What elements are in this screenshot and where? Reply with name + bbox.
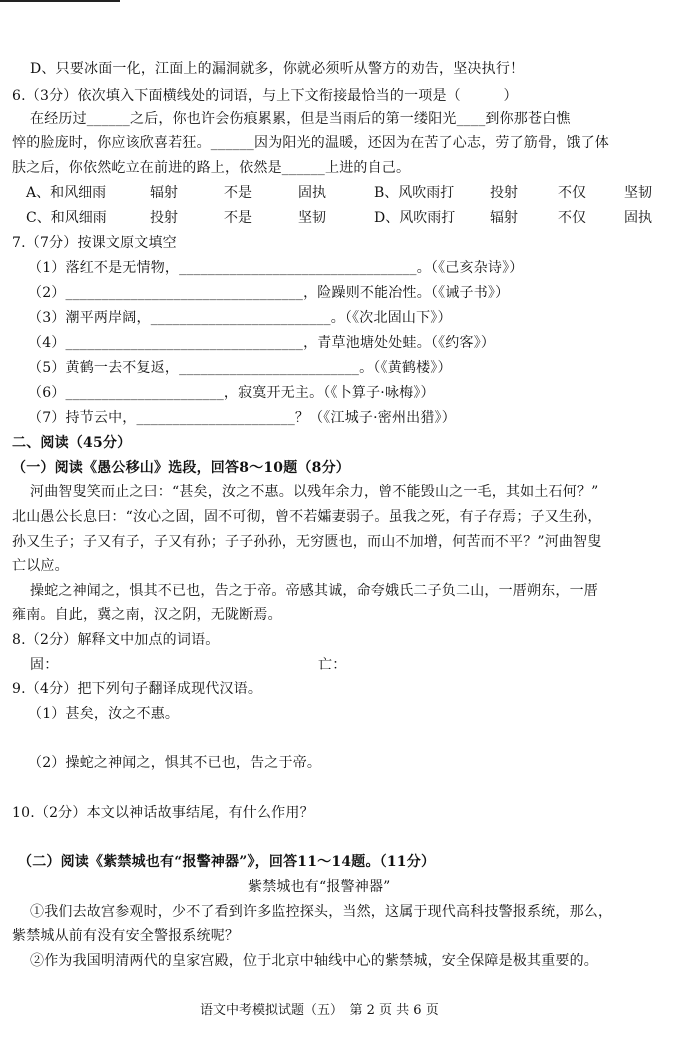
passage-line-4: 亡以应。 bbox=[12, 558, 69, 574]
q9-item-1: （1）甚矣，汝之不惠。 bbox=[28, 706, 180, 722]
option-d-2: 辐射 bbox=[490, 210, 518, 226]
option-c-4: 坚韧 bbox=[298, 210, 326, 226]
q8-word-wang: 亡： bbox=[318, 657, 347, 673]
article-line-3: ②作为我国明清两代的皇家宫殿，位于北京中轴线中心的紫禁城，安全保障是极其重要的。 bbox=[30, 953, 598, 969]
q7-item-3: （3）潮平两岸阔，_________________________。（《次北固山下》） bbox=[28, 310, 452, 326]
q7-stem: 7.（7分）按课文原文填空 bbox=[12, 235, 177, 251]
q7-item-7: （7）持节云中，______________________？（《江城子·密州出猎》） bbox=[28, 410, 456, 426]
option-b-3: 不仅 bbox=[558, 185, 586, 201]
q6-stem: 6.（3分）依次填入下面横线处的词语，与上下文衔接最恰当的一项是（ ） bbox=[12, 88, 518, 104]
q5-option-d: D、只要冰面一化，江面上的漏洞就多，你就必须听从警方的劝告，坚决执行！ bbox=[30, 61, 525, 77]
option-b-1: B、风吹雨打 bbox=[374, 185, 455, 201]
q6-passage-2: 悴的脸庞时，你应该欣喜若狂。______因为阳光的温暖，还因为在苦了心志，劳了筋骨，饿了体 bbox=[12, 135, 609, 151]
q8-word-gu: 固： bbox=[30, 657, 59, 673]
option-d-4: 固执 bbox=[624, 210, 652, 226]
reading-2-title: （二）阅读《紫禁城也有“报警神器”》，回答11～14题。（11分） bbox=[18, 854, 436, 870]
q7-item-5: （5）黄鹤一去不复返，_________________________。（《黄鹤楼》） bbox=[28, 360, 452, 376]
q7-item-1: （1）落红不是无情物，_________________________________。（《己亥杂诗》） bbox=[28, 260, 524, 276]
q9-item-2: （2）操蛇之神闻之，惧其不已也，告之于帝。 bbox=[28, 755, 322, 771]
option-a-3: 不是 bbox=[224, 185, 252, 201]
page-footer: 语文中考模拟试题（五） 第 2 页 共 6 页 bbox=[200, 1003, 439, 1018]
article-line-1: ①我们去故宫参观时，少不了看到许多监控探头，当然，这属于现代高科技警报系统，那么， bbox=[30, 904, 613, 920]
option-d-3: 不仅 bbox=[558, 210, 586, 226]
passage-line-2: 北山愚公长息曰：“汝心之固，固不可彻，曾不若孀妻弱子。虽我之死，有子存焉；子又生孙， bbox=[12, 509, 602, 525]
q7-item-6: （6）______________________，寂寞开无主。（《卜算子·咏梅》） bbox=[28, 385, 435, 401]
passage-line-3: 孙又生子；子又有子，子又有孙；子子孙孙，无穷匮也，而山不加增，何苦而不平？”河曲智叟 bbox=[12, 534, 602, 550]
option-c-2: 投射 bbox=[150, 210, 178, 226]
reading-1-title: （一）阅读《愚公移山》选段，回答8～10题（8分） bbox=[12, 460, 350, 476]
q8-stem: 8.（2分）解释文中加点的词语。 bbox=[12, 632, 220, 648]
option-c-3: 不是 bbox=[224, 210, 252, 226]
q6-options-cd bbox=[12, 209, 672, 227]
article-title: 紫禁城也有“报警神器” bbox=[248, 879, 391, 895]
q10-stem: 10.（2分）本文以神话故事结尾，有什么作用？ bbox=[12, 805, 314, 821]
q6-passage-3: 肤之后，你依然屹立在前进的路上，依然是______上进的自己。 bbox=[12, 160, 411, 176]
passage-line-1: 河曲智叟笑而止之曰：“甚矣，汝之不惠。以残年余力，曾不能毁山之一毛，其如土石何？” bbox=[30, 484, 599, 500]
option-c-1: C、和风细雨 bbox=[26, 210, 107, 226]
option-a-2: 辐射 bbox=[150, 185, 178, 201]
q6-passage-1: 在经历过______之后，你也许会伤痕累累，但是当雨后的第一缕阳光____到你那苍白憔 bbox=[30, 111, 571, 127]
article-line-2: 紫禁城从前有没有安全警报系统呢？ bbox=[12, 928, 240, 944]
option-d-1: D、风吹雨打 bbox=[374, 210, 456, 226]
q6-options-ab bbox=[12, 184, 672, 202]
option-a-4: 固执 bbox=[298, 185, 326, 201]
passage-line-6: 雍南。自此，冀之南，汉之阴，无陇断焉。 bbox=[12, 607, 282, 623]
q9-stem: 9.（4分）把下列句子翻译成现代汉语。 bbox=[12, 681, 263, 697]
option-a-1: A、和风细雨 bbox=[26, 185, 107, 201]
option-b-2: 投射 bbox=[490, 185, 518, 201]
option-b-4: 坚韧 bbox=[624, 185, 652, 201]
passage-line-5: 操蛇之神闻之，惧其不已也，告之于帝。帝感其诚，命夸娥氏二子负二山，一厝朔东，一厝 bbox=[30, 583, 598, 599]
section-2-title: 二、阅读（45分） bbox=[12, 435, 132, 451]
q7-item-4: （4）_________________________________，青草池塘处处蛙。（《约客》） bbox=[28, 335, 496, 351]
q7-item-2: （2）_________________________________，险躁则不能冶性。（《诫子书》） bbox=[28, 285, 510, 301]
top-rule bbox=[0, 0, 120, 2]
